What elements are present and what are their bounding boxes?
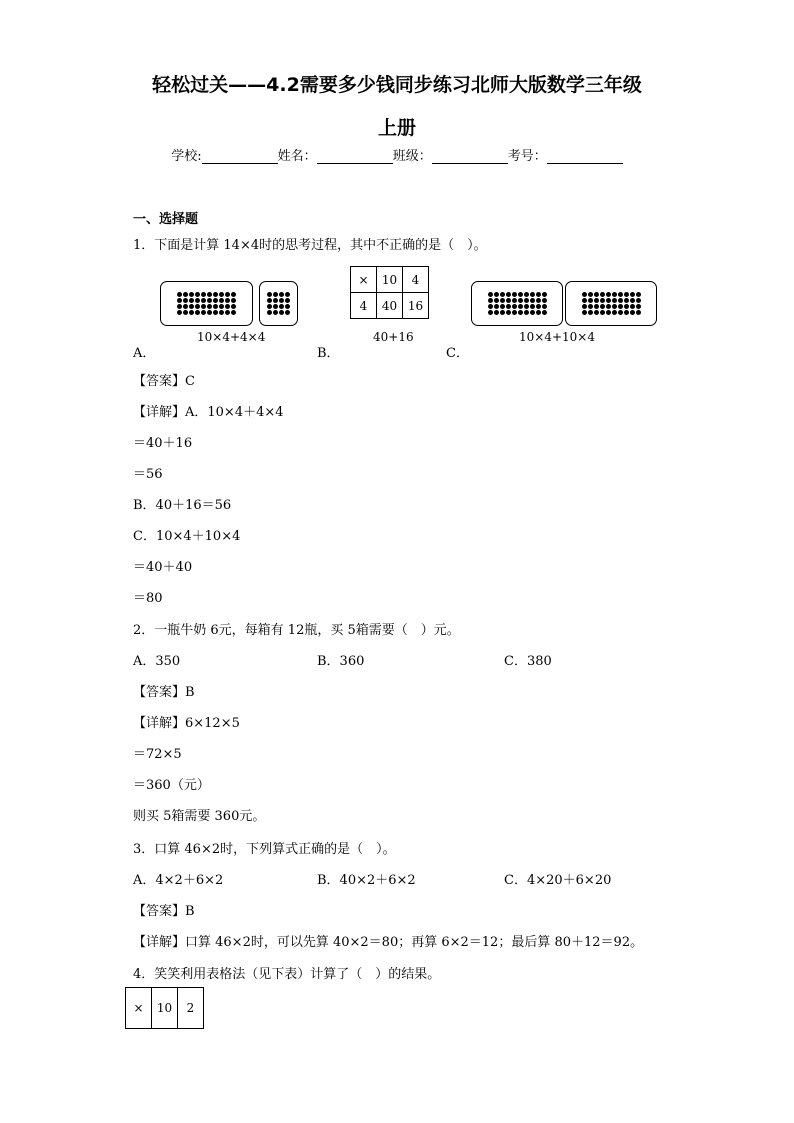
dot xyxy=(267,310,272,315)
dot xyxy=(189,304,194,309)
dot xyxy=(177,304,182,309)
dot xyxy=(524,292,529,297)
q2-option-b: B．360 xyxy=(317,654,365,669)
dot xyxy=(500,310,505,315)
dot xyxy=(612,292,617,297)
dot-grid-10x4 xyxy=(582,292,641,315)
dot xyxy=(530,304,535,309)
exam-no-label: 考号： xyxy=(507,149,547,164)
dot xyxy=(183,304,188,309)
dot xyxy=(606,298,611,303)
dot xyxy=(201,298,206,303)
dot xyxy=(225,310,230,315)
dot xyxy=(530,298,535,303)
table-cell: 10 xyxy=(152,988,178,1029)
dot xyxy=(494,304,499,309)
q1-figure-c-box-2 xyxy=(565,281,657,326)
dot xyxy=(225,298,230,303)
dot xyxy=(594,292,599,297)
q1-label-a: A． xyxy=(133,346,156,361)
dot xyxy=(189,292,194,297)
q2-option-c: C．380 xyxy=(504,654,552,669)
dot xyxy=(285,298,290,303)
dot xyxy=(231,304,236,309)
q1-detail-line: ＝56 xyxy=(133,467,163,482)
dot xyxy=(285,310,290,315)
dot xyxy=(512,304,517,309)
dot xyxy=(594,310,599,315)
dot xyxy=(201,304,206,309)
table-cell: 2 xyxy=(178,988,204,1029)
dot xyxy=(500,292,505,297)
table-cell: 10 xyxy=(377,267,403,293)
dot xyxy=(213,310,218,315)
dot xyxy=(273,298,278,303)
dot xyxy=(636,292,641,297)
dot xyxy=(524,310,529,315)
q1-label-b: B． xyxy=(317,346,340,361)
q2-detail-line: 【详解】6×12×5 xyxy=(133,716,240,731)
q3-detail: 【详解】口算 46×2时，可以先算 40×2＝80；再算 6×2＝12；最后算 80＋12＝92。 xyxy=(133,935,644,950)
dot xyxy=(524,304,529,309)
dot xyxy=(618,292,623,297)
q4-table xyxy=(125,987,204,1029)
q1-caption-a: 10×4+4×4 xyxy=(197,330,266,344)
class-label: 班级： xyxy=(392,149,432,164)
dot-grid-4x4 xyxy=(267,292,290,315)
dot xyxy=(273,292,278,297)
dot xyxy=(630,292,635,297)
table-cell: 40 xyxy=(377,293,403,319)
dot xyxy=(488,310,493,315)
dot xyxy=(267,304,272,309)
dot xyxy=(195,304,200,309)
dot xyxy=(285,292,290,297)
dot xyxy=(512,310,517,315)
q1-answer: 【答案】C xyxy=(133,374,195,389)
name-label: 姓名： xyxy=(277,149,317,164)
q1-detail-line: 【详解】A．10×4＋4×4 xyxy=(133,405,284,420)
dot xyxy=(612,298,617,303)
dot xyxy=(213,292,218,297)
dot xyxy=(195,292,200,297)
dot xyxy=(494,310,499,315)
dot xyxy=(588,298,593,303)
dot xyxy=(518,292,523,297)
dot xyxy=(606,292,611,297)
dot xyxy=(219,298,224,303)
dot xyxy=(630,298,635,303)
dot xyxy=(636,310,641,315)
q1-detail-line: ＝80 xyxy=(133,591,163,606)
dot xyxy=(177,292,182,297)
dot xyxy=(624,310,629,315)
dot xyxy=(518,304,523,309)
q1-detail-line: B．40＋16＝56 xyxy=(133,498,232,513)
dot xyxy=(219,310,224,315)
dot xyxy=(279,310,284,315)
dot xyxy=(494,298,499,303)
table-cell: × xyxy=(126,988,152,1029)
table-cell: × xyxy=(351,267,377,293)
title-line-1: 轻松过关——4.2需要多少钱同步练习北师大版数学三年级 xyxy=(152,74,642,96)
dot xyxy=(183,310,188,315)
dot xyxy=(624,298,629,303)
q2-detail-line: ＝72×5 xyxy=(133,747,182,762)
dot xyxy=(582,310,587,315)
name-blank[interactable] xyxy=(317,150,393,164)
dot xyxy=(618,304,623,309)
title-line-2: 上册 xyxy=(377,117,416,139)
dot xyxy=(582,298,587,303)
dot xyxy=(506,310,511,315)
dot xyxy=(582,292,587,297)
q3-answer: 【答案】B xyxy=(133,904,195,919)
dot xyxy=(618,298,623,303)
dot xyxy=(183,292,188,297)
dot xyxy=(267,298,272,303)
dot xyxy=(506,292,511,297)
dot xyxy=(500,304,505,309)
dot xyxy=(600,292,605,297)
dot xyxy=(207,298,212,303)
dot xyxy=(213,298,218,303)
section-heading: 一、选择题 xyxy=(133,212,199,227)
dot xyxy=(588,310,593,315)
dot xyxy=(518,298,523,303)
dot xyxy=(225,304,230,309)
dot xyxy=(594,298,599,303)
dot xyxy=(177,310,182,315)
dot xyxy=(279,292,284,297)
dot xyxy=(536,304,541,309)
q3-text: 3．口算 46×2时，下列算式正确的是（ ）。 xyxy=(133,842,396,857)
dot xyxy=(594,304,599,309)
dot xyxy=(606,310,611,315)
dot xyxy=(195,310,200,315)
dot xyxy=(195,298,200,303)
dot xyxy=(518,310,523,315)
dot xyxy=(177,298,182,303)
dot xyxy=(273,304,278,309)
dot xyxy=(488,304,493,309)
exam-no-blank[interactable] xyxy=(547,150,623,164)
table-cell: 4 xyxy=(351,293,377,319)
dot xyxy=(279,298,284,303)
dot xyxy=(207,310,212,315)
q1-detail-line: C．10×4＋10×4 xyxy=(133,529,241,544)
q1-figure-a-big-box xyxy=(160,281,253,326)
dot xyxy=(201,292,206,297)
dot-grid-10x4 xyxy=(177,292,236,315)
dot xyxy=(588,292,593,297)
school-label: 学校: xyxy=(171,149,202,164)
dot xyxy=(219,304,224,309)
dot xyxy=(600,298,605,303)
dot xyxy=(542,310,547,315)
dot xyxy=(542,304,547,309)
dot xyxy=(225,292,230,297)
q1-figure-c-box-1 xyxy=(471,281,563,326)
dot xyxy=(512,292,517,297)
dot xyxy=(207,292,212,297)
q1-caption-c: 10×4+10×4 xyxy=(519,330,595,344)
dot xyxy=(588,304,593,309)
dot xyxy=(279,304,284,309)
q1-label-c: C． xyxy=(446,346,469,361)
dot xyxy=(494,292,499,297)
dot xyxy=(530,292,535,297)
dot xyxy=(630,304,635,309)
student-info-row xyxy=(0,145,794,164)
q2-text: 2．一瓶牛奶 6元，每箱有 12瓶，买 5箱需要（ ）元。 xyxy=(133,623,460,638)
dot xyxy=(219,292,224,297)
dot xyxy=(600,304,605,309)
dot xyxy=(630,310,635,315)
dot xyxy=(636,298,641,303)
dot xyxy=(612,310,617,315)
dot xyxy=(231,292,236,297)
dot xyxy=(267,292,272,297)
q1-text: 1．下面是计算 14×4时的思考过程，其中不正确的是（ ）。 xyxy=(133,238,487,253)
dot xyxy=(488,292,493,297)
dot xyxy=(542,298,547,303)
q3-option-b: B．40×2＋6×2 xyxy=(317,873,416,888)
q2-option-a: A．350 xyxy=(133,654,181,669)
dot xyxy=(530,310,535,315)
dot xyxy=(500,298,505,303)
q2-detail-line: ＝360（元） xyxy=(133,778,210,793)
dot xyxy=(213,304,218,309)
q1-caption-b: 40+16 xyxy=(373,330,414,344)
dot xyxy=(201,310,206,315)
dot xyxy=(536,298,541,303)
q3-option-a: A．4×2＋6×2 xyxy=(133,873,224,888)
table-cell: 16 xyxy=(403,293,429,319)
dot xyxy=(536,310,541,315)
dot xyxy=(189,310,194,315)
dot xyxy=(624,304,629,309)
dot xyxy=(536,292,541,297)
q2-answer: 【答案】B xyxy=(133,685,195,700)
dot xyxy=(231,310,236,315)
dot xyxy=(207,304,212,309)
dot xyxy=(606,304,611,309)
dot xyxy=(273,310,278,315)
dot xyxy=(600,310,605,315)
q1-figure-b-table xyxy=(350,266,429,319)
dot xyxy=(636,304,641,309)
q3-option-c: C．4×20＋6×20 xyxy=(504,873,612,888)
dot xyxy=(506,304,511,309)
dot xyxy=(506,298,511,303)
dot xyxy=(512,298,517,303)
school-blank[interactable] xyxy=(202,150,278,164)
dot xyxy=(231,298,236,303)
dot xyxy=(285,304,290,309)
dot xyxy=(524,298,529,303)
q1-figure-a-small-box xyxy=(259,281,298,326)
q2-detail-line: 则买 5箱需要 360元。 xyxy=(133,809,266,824)
dot xyxy=(612,304,617,309)
dot xyxy=(189,298,194,303)
dot-grid-10x4 xyxy=(488,292,547,315)
q1-detail-line: ＝40＋40 xyxy=(133,560,193,575)
dot xyxy=(542,292,547,297)
table-cell: 4 xyxy=(403,267,429,293)
dot xyxy=(183,298,188,303)
q4-text: 4．笑笑利用表格法（见下表）计算了（ ）的结果。 xyxy=(133,967,441,982)
q1-detail-line: ＝40＋16 xyxy=(133,436,193,451)
dot xyxy=(624,292,629,297)
dot xyxy=(618,310,623,315)
dot xyxy=(488,298,493,303)
class-blank[interactable] xyxy=(432,150,508,164)
dot xyxy=(582,304,587,309)
